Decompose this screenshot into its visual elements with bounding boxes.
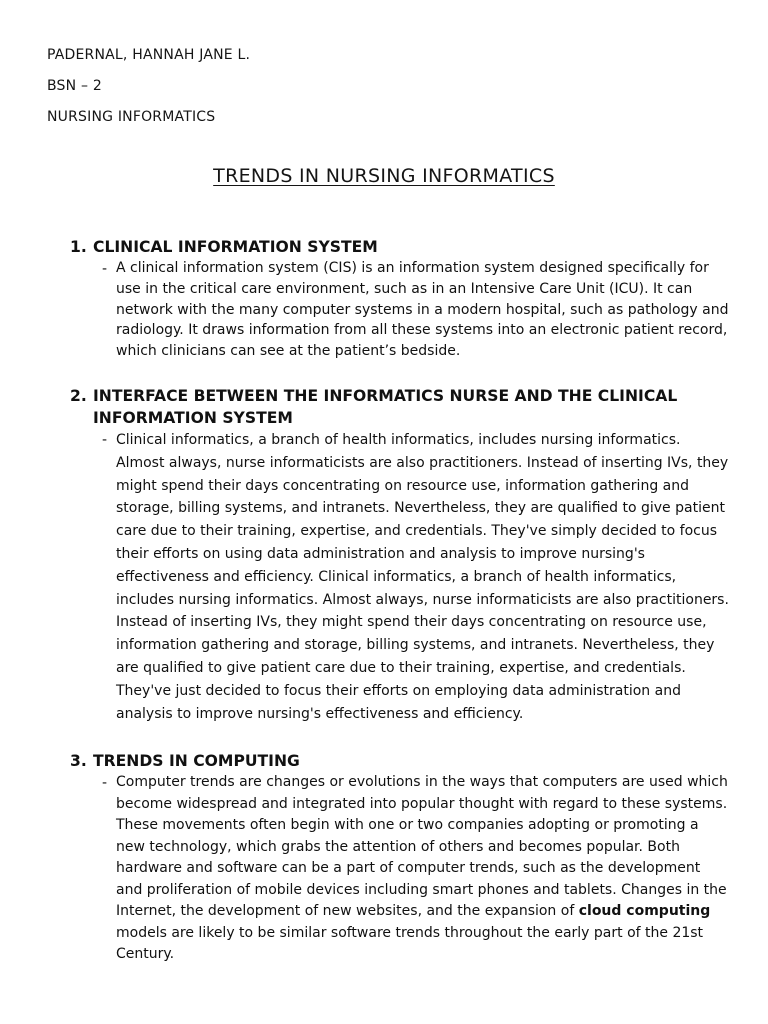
section-title: CLINICAL INFORMATION SYSTEM: [93, 238, 378, 256]
section-heading: [70, 385, 730, 429]
bullet-text: A clinical information system (CIS) is an information system designed specifically for use in the critical care environment, such as in an Intensive Care Unit (ICU). It can network with the many computer systems in a modern hospital, such as pathology and radiology. It draws information from all these systems into an electronic patient record, which clinicians can see at the patient’s bedside.: [116, 260, 729, 360]
section-number: 2.: [70, 387, 87, 405]
bullet-text: Clinical informatics, a branch of health informatics, includes nursing informatics. Almost always, nurse informaticists are also practitioners. Instead of inserting IVs, they might spend their days concentrating on resource use, information gathering and storage, billing systems, and intranets. Nevertheless, they are qualified to give patient care due to their training, expertise, and credentials. They've simply decided to focus their efforts on using data administration and analysis to improve nursing's effectiveness and efficiency. Clinical informatics, a branch of health informatics, includes nursing informatics. Almost always, nurse informaticists are also practitioners. Instead of inserting IVs, they might spend their days concentrating on resource use, information gathering and storage, billing systems, and intranets. Nevertheless, they are qualified to give patient care due to their training, expertise, and credentials. They've just decided to focus their efforts on employing data administration and analysis to improve nursing's effectiveness and efficiency.: [116, 432, 729, 722]
section-number: 1.: [70, 238, 87, 256]
section-heading: [70, 750, 730, 772]
section-1: [70, 236, 730, 362]
bullet-item: [70, 258, 730, 362]
section-number: 3.: [70, 752, 87, 770]
bullet-item: [70, 429, 730, 725]
section-2: [70, 385, 730, 725]
bold-term: cloud computing: [578, 903, 711, 919]
section-title: INTERFACE BETWEEN THE INFORMATICS NURSE AND THE CLINICAL INFORMATION SYSTEM: [93, 387, 678, 427]
section-title: TRENDS IN COMPUTING: [93, 752, 300, 770]
bullet-dash: -: [101, 432, 108, 448]
bullet-item: [70, 772, 730, 966]
bullet-dash: -: [101, 775, 108, 791]
document-title: TRENDS IN NURSING INFORMATICS: [213, 165, 555, 187]
bullet-text: [116, 772, 730, 966]
course-label: BSN – 2: [47, 78, 102, 94]
section-heading: [70, 236, 730, 258]
section-3: [70, 750, 730, 966]
author-name: PADERNAL, HANNAH JANE L.: [47, 47, 251, 63]
subject-label: NURSING INFORMATICS: [47, 109, 216, 125]
bullet-dash: -: [101, 261, 108, 277]
bullet-text-part: Computer trends are changes or evolutions in the ways that computers are used which become widespread and integrated into popular thought with regard to these systems. These movements often begin with one or two companies adopting or promoting a new technology, which grabs the attention of others and becomes popular. Both hardware and software can be a part of computer trends, such as the development and proliferation of mobile devices including smart phones and tablets. Changes in the Internet, the development of new websites, and the expansion of: [116, 774, 728, 919]
bullet-text-part: models are likely to be similar software trends throughout the early part of the 21st Century.: [116, 924, 704, 962]
